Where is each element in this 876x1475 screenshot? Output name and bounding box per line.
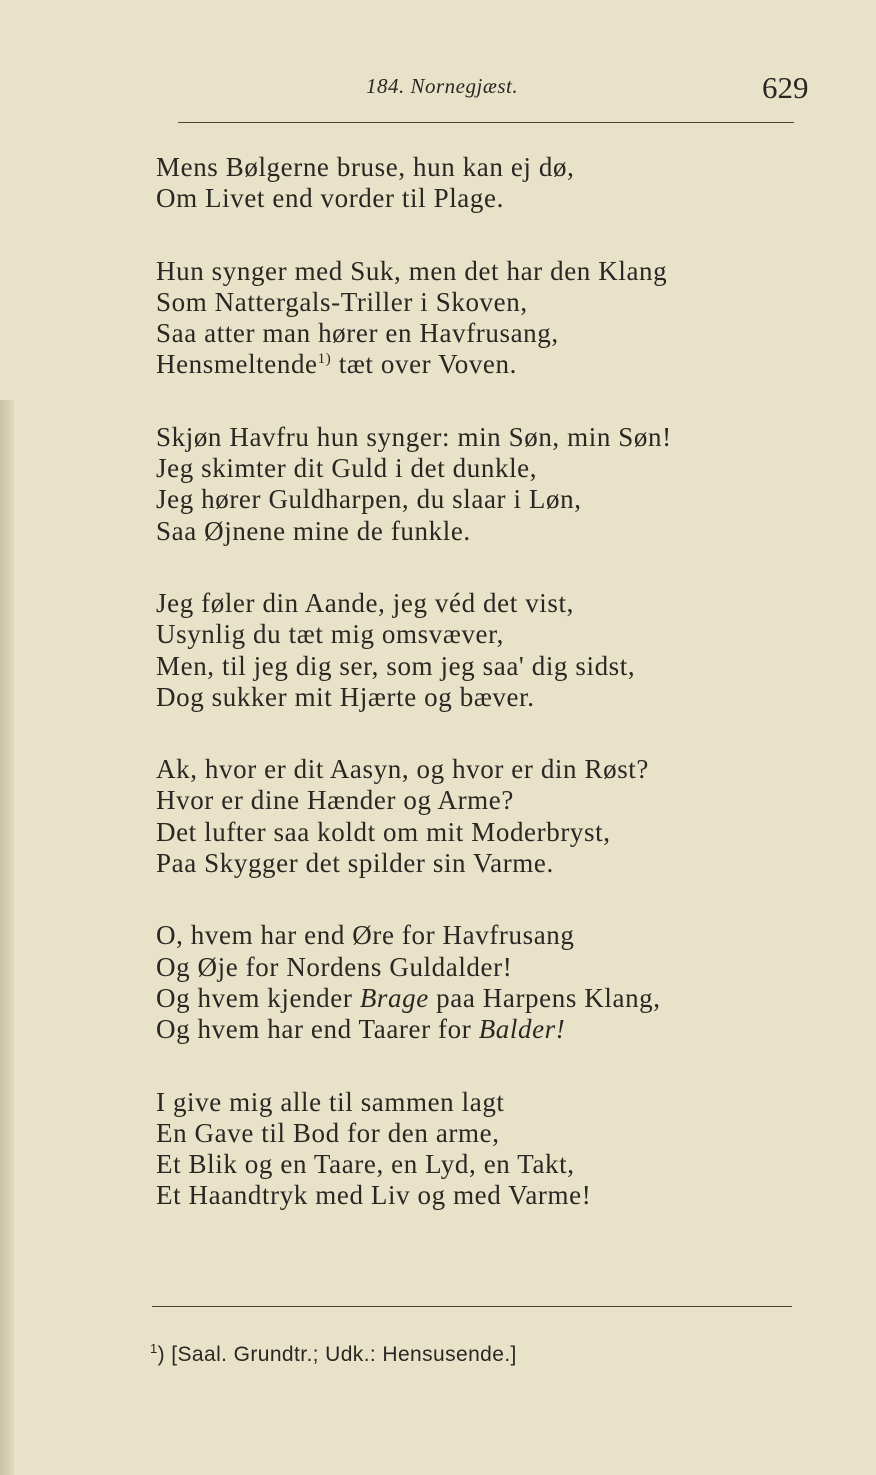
footnote-paren: ) [157, 1343, 172, 1366]
stanza-6 [156, 920, 816, 1045]
italic-name-brage: Brage [359, 982, 429, 1013]
poem-line: Om Livet end vorder til Plage. [156, 183, 504, 214]
page-header [0, 66, 876, 106]
poem-word: Hensmeltende [156, 349, 318, 380]
poem-line: Saa Øjnene mine de funkle. [156, 515, 471, 546]
poem-line: Men, til jeg dig ser, som jeg saa' dig sidst, [156, 650, 636, 681]
stanza-2 [156, 256, 816, 381]
poem-line: Jeg hører Guldharpen, du slaar i Løn, [156, 484, 582, 515]
poem-line: Et Blik og en Taare, en Lyd, en Takt, [156, 1149, 575, 1180]
poem-line: Usynlig du tæt mig omsvæver, [156, 619, 504, 650]
poem-word: Og hvem har end Taarer for [156, 1014, 472, 1045]
poem-line: Et Haandtryk med Liv og med Varme! [156, 1180, 592, 1211]
stanza-3 [156, 422, 816, 547]
poem [156, 152, 816, 1253]
poem-line: Saa atter man hører en Havfrusang, [156, 318, 559, 349]
poem-line: Hun synger med Suk, men det har den Klang [156, 255, 668, 286]
poem-line: Jeg føler din Aande, jeg véd det vist, [156, 587, 574, 618]
running-title: 184. Nornegjæst. [366, 74, 519, 98]
poem-line [156, 349, 816, 380]
poem-line: Mens Bølgerne bruse, hun kan ej dø, [156, 152, 575, 182]
poem-line: Hvor er dine Hænder og Arme? [156, 785, 514, 816]
stanza-1 [156, 152, 816, 215]
stanza-5 [156, 754, 816, 879]
poem-line: Som Nattergals-Triller i Skoven, [156, 286, 528, 317]
stanza-7 [156, 1087, 816, 1212]
book-spine-shadow [0, 400, 14, 1475]
footnote-reference: 1) [317, 351, 332, 368]
poem-word: paa Harpens Klang, [436, 982, 661, 1013]
poem-line: O, hvem har end Øre for Havfrusang [156, 920, 575, 951]
footnote-text: [Saal. Grundtr.; Udk.: Hensusende.] [171, 1343, 517, 1366]
poem-line: Og Øje for Nordens Guldalder! [156, 951, 513, 982]
poem-line [156, 983, 816, 1014]
footnote-marker: 1 [150, 1341, 158, 1356]
poem-line: Dog sukker mit Hjærte og bæver. [156, 681, 535, 712]
poem-line: Paa Skygger det spilder sin Varme. [156, 848, 554, 879]
poem-line [156, 1014, 816, 1045]
stanza-4 [156, 588, 816, 713]
poem-word: Og hvem kjender [156, 982, 353, 1013]
italic-name-balder: Balder! [478, 1014, 566, 1045]
poem-line: Jeg skimter dit Guld i det dunkle, [156, 453, 538, 484]
poem-line: En Gave til Bod for den arme, [156, 1117, 500, 1148]
poem-line: Skjøn Havfru hun synger: min Søn, min Søn! [156, 421, 672, 452]
page-number: 629 [762, 70, 809, 105]
footnote-rule [152, 1306, 792, 1307]
poem-line: Ak, hvor er dit Aasyn, og hvor er din Røst? [156, 754, 649, 785]
poem-line: Det lufter saa koldt om mit Moderbryst, [156, 816, 611, 847]
header-rule [178, 122, 794, 123]
poem-word: tæt over Voven. [338, 349, 517, 380]
footnote [150, 1343, 517, 1367]
poem-line: I give mig alle til sammen lagt [156, 1086, 505, 1117]
